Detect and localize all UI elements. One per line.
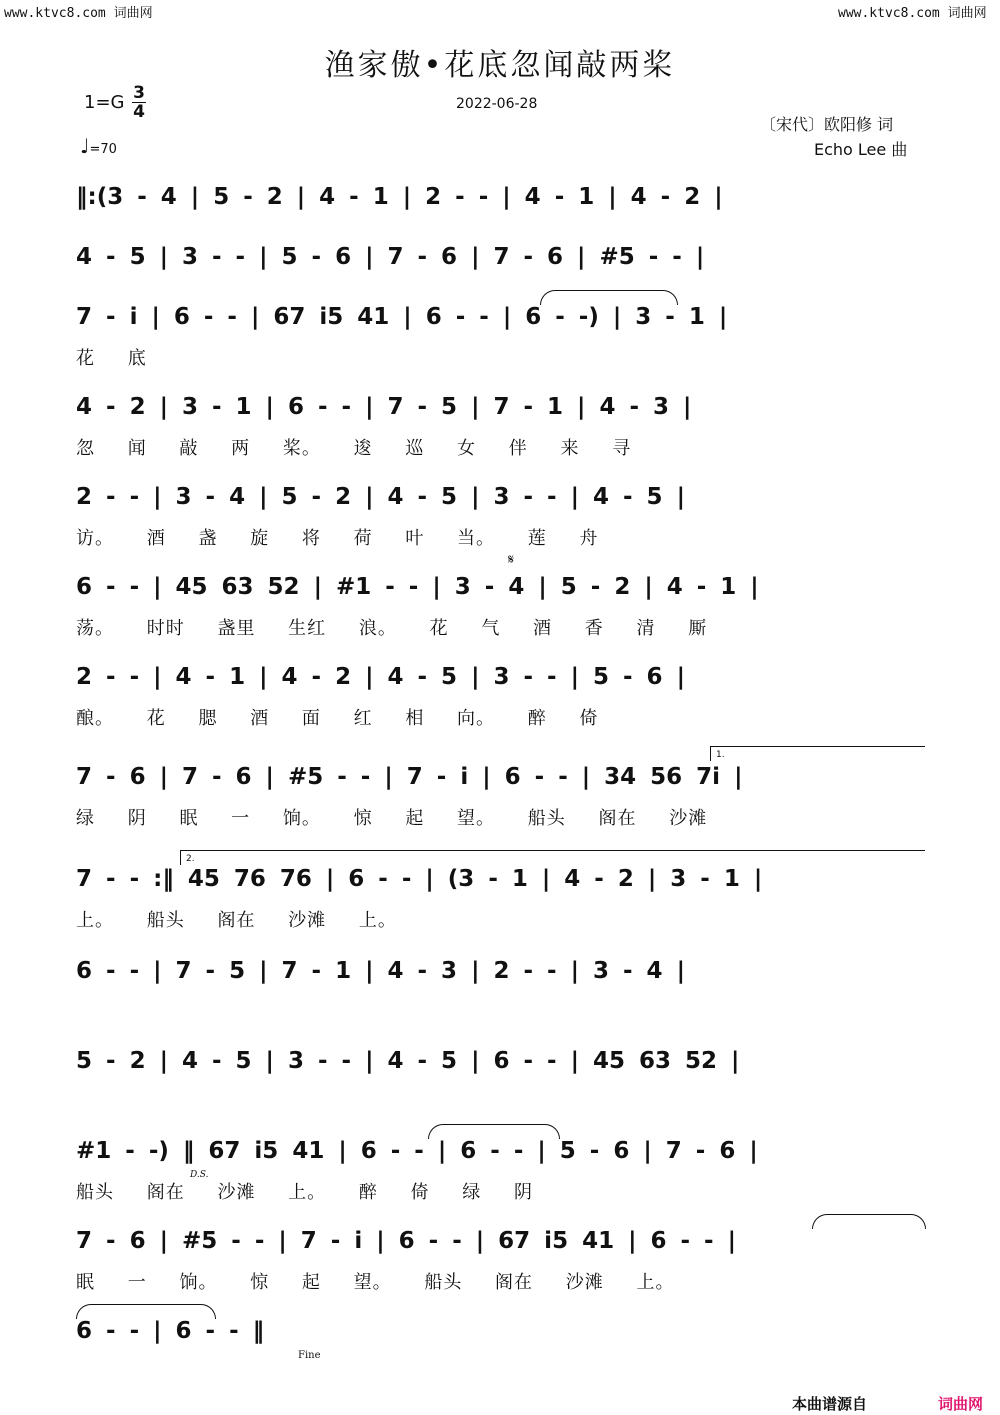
score-notes-row: ‖:(3 - 4 | 5 - 2 | 4 - 1 | 2 - - | 4 - 1 | 4 - 2 | <box>76 184 723 210</box>
score-notes-row: 6 - - | 7 - 5 | 7 - 1 | 4 - 3 | 2 - - | 3 - 4 | <box>76 958 685 984</box>
footer-source: 本曲谱源自 <box>792 1395 868 1413</box>
volta-2-bracket <box>180 850 925 865</box>
time-top: 3 <box>133 83 145 103</box>
score-lyrics-row: 花 底 <box>76 348 147 369</box>
score-lyrics-row: 荡。 时时 盏里 生红 浪。 花 气 酒 香 清 厮 <box>76 618 708 639</box>
score-lyrics-row: 船头 阁在 沙滩 上。 醉 倚 绿 阴 <box>76 1182 534 1203</box>
composer-label: Echo Lee 曲 <box>814 140 908 159</box>
fine-marking: Fine <box>298 1350 321 1361</box>
score-lyrics-row: 酿。 花 腮 酒 面 红 相 向。 醉 倚 <box>76 708 599 729</box>
score-lyrics-row: 访。 酒 盏 旋 将 荷 叶 当。 莲 舟 <box>76 528 599 549</box>
volta-1-bracket <box>710 746 925 761</box>
score-lyrics-row: 眠 一 饷。 惊 起 望。 船头 阁在 沙滩 上。 <box>76 1272 675 1293</box>
lyricist-label: 〔宋代〕欧阳修 词 <box>760 115 894 134</box>
score-lyrics-row: 上。 船头 阁在 沙滩 上。 <box>76 910 397 931</box>
score-notes-row: 6 - - | 45 63 52 | #1 - - | 3 - 4 | 5 - 2 | 4 - 1 | <box>76 574 759 600</box>
score-lyrics-row: 忽 闻 敲 两 桨。 逡 巡 女 伴 来 寻 <box>76 438 632 459</box>
score-notes-row: 2 - - | 3 - 4 | 5 - 2 | 4 - 5 | 3 - - | 4 - 5 | <box>76 484 685 510</box>
site-watermark-left: www.ktvc8.com 词曲网 <box>4 6 153 21</box>
time-signature <box>132 84 146 121</box>
score-notes-row: 4 - 2 | 3 - 1 | 6 - - | 7 - 5 | 7 - 1 | 4 - 3 | <box>76 394 692 420</box>
slur-mark <box>812 1214 926 1229</box>
slur-mark <box>540 290 678 305</box>
key-signature <box>84 92 124 113</box>
score-notes-row: #1 - -) ‖ 67 i5 41 | 6 - - | 6 - - | 5 - 6 | 7 - 6 | <box>76 1138 758 1164</box>
ds-marking: D.S. <box>190 1170 209 1180</box>
score-notes-row: 7 - 6 | #5 - - | 7 - i | 6 - - | 67 i5 41 | 6 - - | <box>76 1228 737 1254</box>
quarter-note-icon: ♩ <box>80 134 90 158</box>
score-notes-row: 2 - - | 4 - 1 | 4 - 2 | 4 - 5 | 3 - - | 5 - 6 | <box>76 664 685 690</box>
tempo-marking <box>80 134 117 158</box>
score-notes-row: 4 - 5 | 3 - - | 5 - 6 | 7 - 6 | 7 - 6 | #5 - - | <box>76 244 705 270</box>
score-notes-row: 6 - - | 6 - - ‖ <box>76 1318 265 1344</box>
score-notes-row: 7 - - :‖ 45 76 76 | 6 - - | (3 - 1 | 4 - 2 | 3 - 1 | <box>76 866 763 892</box>
score-notes-row: 7 - i | 6 - - | 67 i5 41 | 6 - - | 6 - -) | 3 - 1 | <box>76 304 728 330</box>
slur-mark <box>428 1124 560 1139</box>
date-label: 2022-06-28 <box>456 96 538 112</box>
footer-brand: 词曲网 <box>938 1395 984 1413</box>
tempo-value: =70 <box>89 142 117 157</box>
score-notes-row: 5 - 2 | 4 - 5 | 3 - - | 4 - 5 | 6 - - | 45 63 52 | <box>76 1048 740 1074</box>
time-bottom: 4 <box>133 102 145 122</box>
key-label: 1=G <box>84 92 125 113</box>
score-notes-row: 7 - 6 | 7 - 6 | #5 - - | 7 - i | 6 - - | 34 56 7i | <box>76 764 743 790</box>
page-title: 渔家傲•花底忽闻敲两桨 <box>324 48 676 83</box>
slur-mark <box>76 1304 216 1319</box>
volta-1-label: 1. <box>716 750 725 760</box>
segno-icon: 𝄋 <box>508 552 515 568</box>
site-watermark-right: www.ktvc8.com 词曲网 <box>838 6 987 21</box>
volta-2-label: 2. <box>186 854 195 864</box>
score-lyrics-row: 绿 阴 眠 一 饷。 惊 起 望。 船头 阁在 沙滩 <box>76 808 708 829</box>
